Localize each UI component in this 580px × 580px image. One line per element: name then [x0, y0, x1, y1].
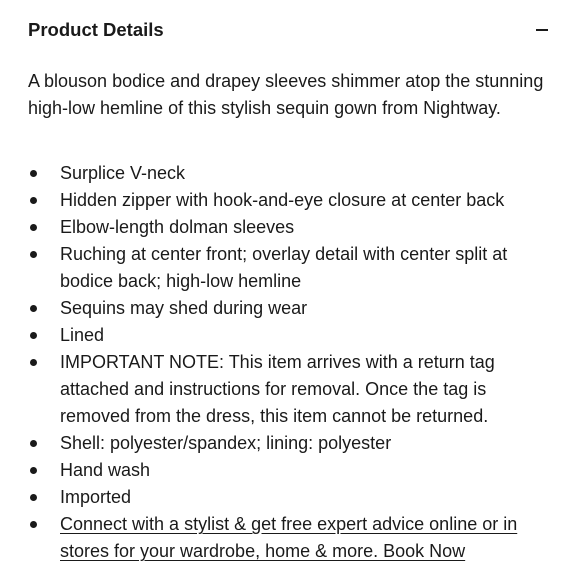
list-item: Shell: polyester/spandex; lining: polyester [28, 430, 558, 457]
list-item: Hand wash [28, 457, 558, 484]
list-item: IMPORTANT NOTE: This item arrives with a return tag attached and instructions for removal. Once the tag is removed from the dress, this item cannot be returned. [28, 349, 558, 430]
product-description: A blouson bodice and drapey sleeves shimmer atop the stunning high-low hemline of this stylish sequin gown from Nightway. [28, 71, 544, 118]
list-item [28, 511, 558, 565]
list-item: Surplice V-neck [28, 160, 558, 187]
list-item: Hidden zipper with hook-and-eye closure at center back [28, 187, 558, 214]
list-item: Lined [28, 322, 558, 349]
section-title: Product Details [28, 19, 164, 40]
stylist-link[interactable]: Connect with a stylist & get free expert advice online or in stores for your wardrobe, home & more. Book Now [60, 514, 518, 561]
feature-list [28, 160, 558, 565]
product-details-header[interactable] [28, 14, 552, 46]
list-item: Elbow-length dolman sleeves [28, 214, 558, 241]
list-item: Ruching at center front; overlay detail with center split at bodice back; high-low hemline [28, 241, 558, 295]
list-item: Sequins may shed during wear [28, 295, 558, 322]
minus-icon[interactable] [532, 20, 552, 40]
list-item: Imported [28, 484, 558, 511]
